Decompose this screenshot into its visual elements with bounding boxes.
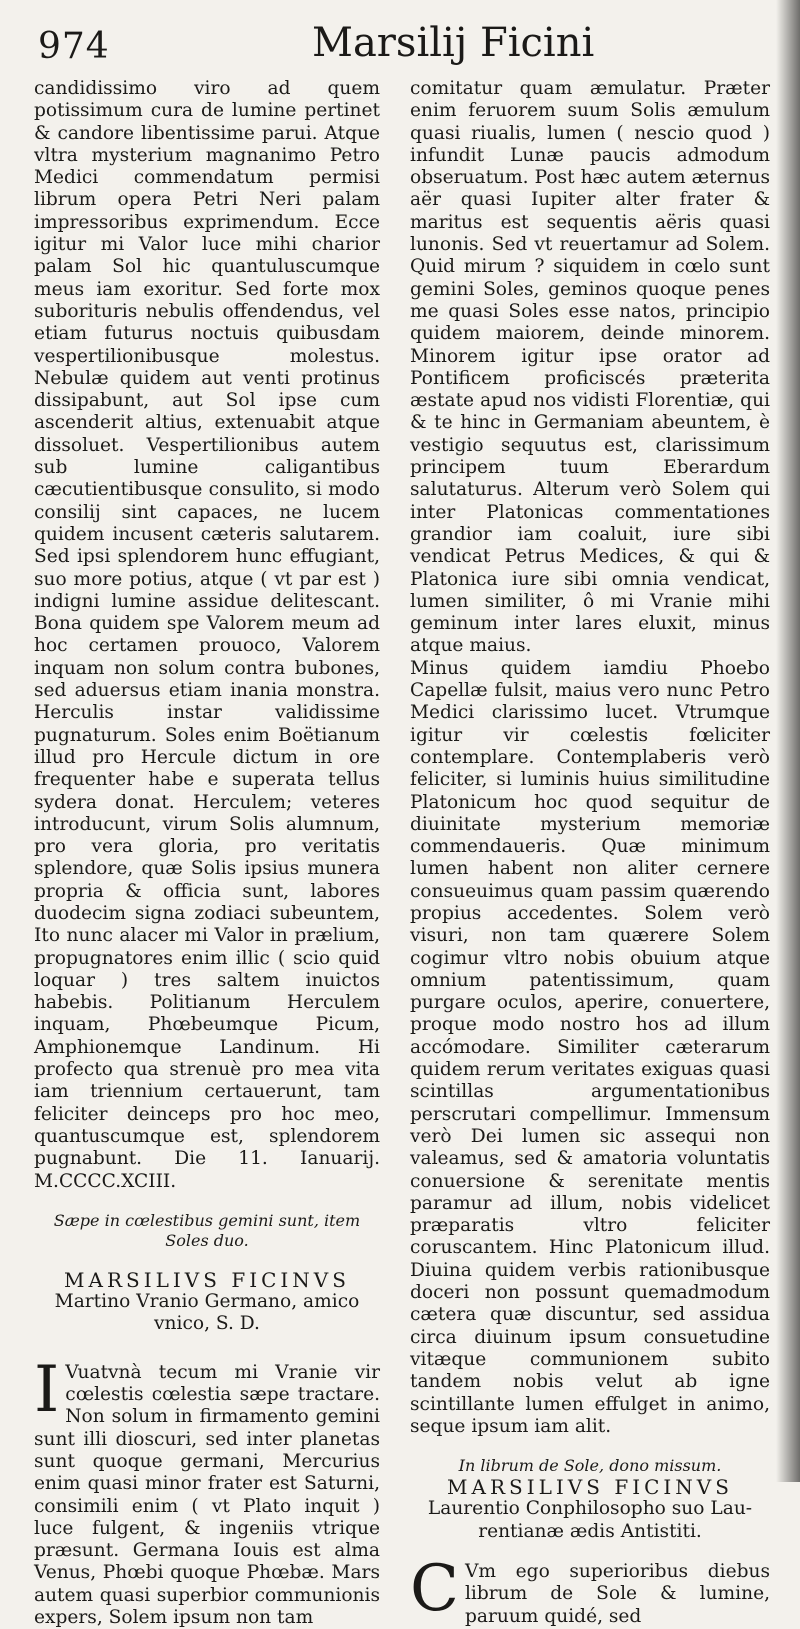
dedication-epigraph: In librum de Sole, dono missum.: [458, 1456, 722, 1476]
drop-cap-initial: I: [34, 1352, 60, 1427]
right-body-text-1: comitatur quam æmulatur. Præter enim feruorem suum Solis æmulum quasi riualis, lumen ( nescio quod ) infundit Lunæ paucis admodum obseruatum. Post hæc autem æternus aër quasi Iupiter alter frater & maritus est sequentis aëris quasi lunonis. Sed vt reuertamur ad Solem. Quid mirum ? siquidem in cœlo sunt gemini Soles, geminos quoque penes me quasi Soles esse natos, principio quidem maiorem, deinde minorem. Minorem igitur ipse orator ad Pontificem proficiscés præterita æstate apud nos vidisti Florentiæ, qui & te hinc in Germaniam abeuntem, è vestigio sequutus est, clarissimum principem tuum Eberardum salutaturus. Alterum verò Solem qui inter Platonicas commentationes grandior iam coaluit, iure sibi vendicat Petrus Medices, & qui & Platonica iure sibi omnia vendicat, lumen similiter, ô mi Vranie mihi geminum inter lares eluxit, minus atque maius.: [410, 78, 770, 657]
left-body-text: candidissimo viro ad quem potissimum cura de lumine pertinet & candore libentissime parui. Atque vltra mysterium magnanimo Petro Medici commendatum permisi librum opera Petri Neri palam impressoribus exprimendum. Ecce igitur mi Valor luce mihi charior palam Sol hic quantuluscumque meus iam exoritur. Sed forte mox suborituris nebulis offendendus, vel etiam futurus noctuis quibusdam vespertilionibusque molestus. Nebulæ quidem aut venti protinus dissipabunt, aut Sol ipse cum ascenderit altius, extenuabit atque dissoluet. Vespertilionibus autem sub lumine caligantibus cæcutientibusque consulito, si modo consilij sint capaces, ne lucem quidem incusent cæteris salutarem. Sed ipsi splendorem hunc effugiant, suo more potius, atque ( vt par est ) indigni lumine assidue delitescant. Bona quidem spe Valorem meum ad hoc certamen prouoco, Valorem inquam non solum contra bubones, sed aduersus etiam inania monstra. Herculis instar validissime pugnaturum. Soles enim Boëtianum illud pro Hercule dictum in ore frequenter habe e superata tellus sydera donat. Herculem; veteres introducunt, virum Solis alumnum, pro vera gloria, pro veritatis splendore, quæ Solis ipsius munera propria & officia sunt, labores duodecim signa zodiaci subeuntem, Ito nunc alacer mi Valor in prælium, propugnatores enim illic ( scio quid loquar ) tres saltem inuictos habebis. Politianum Herculem inquam, Phœbeumque Picum, Amphionemque Landinum. Hi profecto qua strenuè pro mea vita iam triennium certauerunt, tam feliciter deinceps pro hoc meo, quantuscumque est, splendorem pugnabunt. Die 11. Ianuarij. M.CCCC.XCIII.: [34, 78, 380, 1192]
epigraph-line-1: Sæpe in cœlestibus gemini sunt, item: [53, 1210, 361, 1230]
left-column: [34, 78, 380, 1629]
letter-addressee-line-1: Martino Vranio Germano, amico: [54, 1291, 360, 1313]
letter-sender: MARSILIVS FICINVS: [64, 1267, 350, 1292]
drop-cap-initial-c: C: [410, 1552, 459, 1626]
epigraph-line-2: Soles duo.: [165, 1230, 249, 1250]
letter-addressee-line-2: vnico, S. D.: [154, 1313, 260, 1335]
dedication-body-text: Vm ego superioribus diebus librum de Sole & lumine, paruum quidé, sed: [464, 1561, 770, 1627]
running-head: Marsilij Ficini: [312, 20, 595, 66]
binding-edge-shadow: [776, 0, 800, 1482]
dedication-body: [410, 1552, 770, 1628]
right-body-text-2: Minus quidem iamdiu Phoebo Capellæ fulsit, maius vero nunc Petro Medici clarissimo lucet. Vtrumque igitur vir cœlestis fœliciter contemplare. Contemplaberis verò feliciter, si luminis huius similitudine Platonicum hoc quod sequitur de diuinitate mysterium memoriæ commendaueris. Quæ minimum lumen habent non aliter cernere consueuimus quam passim quærendo propius accedentes. Solem verò visuri, non tam quærere Solem cogimur vltro nobis obuium atque omnium patentissimum, quam purgare oculos, aperire, conuertere, proque modo nostro hos ad illum accómodare. Similiter cæterarum quidem rerum veritates exiguas quasi scintillas argumentationibus perscrutari compellimur. Immensum verò Dei lumen sic assequi non valeamus, sed & amatoria voluntatis conuersione & serenitate mentis paramur ad illum, nobis videlicet præparatis vltro feliciter coruscantem. Hinc Platonicum illud. Diuina quidem verbis rationibusque doceri non possunt quemadmodum cætera quæ discuntur, sed assidua circa diuinum ipsum consuetudine vitæque communionem subito tandem nobis velut ab igne scintillante lumen effulget in animo, seque ipsum iam alit.: [410, 657, 770, 1437]
letter-body-text: Vuatvnà tecum mi Vranie vir cœlestis cœlestia sæpe tractare. Non solum in firmamento gemini sunt illi dioscuri, sed inter planetas sunt quoque germani, Mercurius enim quasi minor frater est Saturni, consimili enim ( vt Plato inquit ) luce fulgent, & ingeniis vtrique præsunt. Germana Iouis est alma Venus, Phœbi quoque Phœbæ. Mars autem quasi superbior communionis expers, Solem ipsum non tam: [34, 1361, 380, 1628]
letter-body: [34, 1352, 380, 1629]
page-number: 974: [38, 26, 110, 67]
page-header: [0, 20, 780, 72]
dedication-addressee-line-2: rentianæ ædis Antistiti.: [478, 1520, 702, 1542]
right-column: [410, 78, 770, 1628]
dedication-addressee-line-1: Laurentio Conphilosopho suo Lau-: [427, 1498, 753, 1520]
dedication-sender: MARSILIVS FICINVS: [447, 1475, 733, 1500]
